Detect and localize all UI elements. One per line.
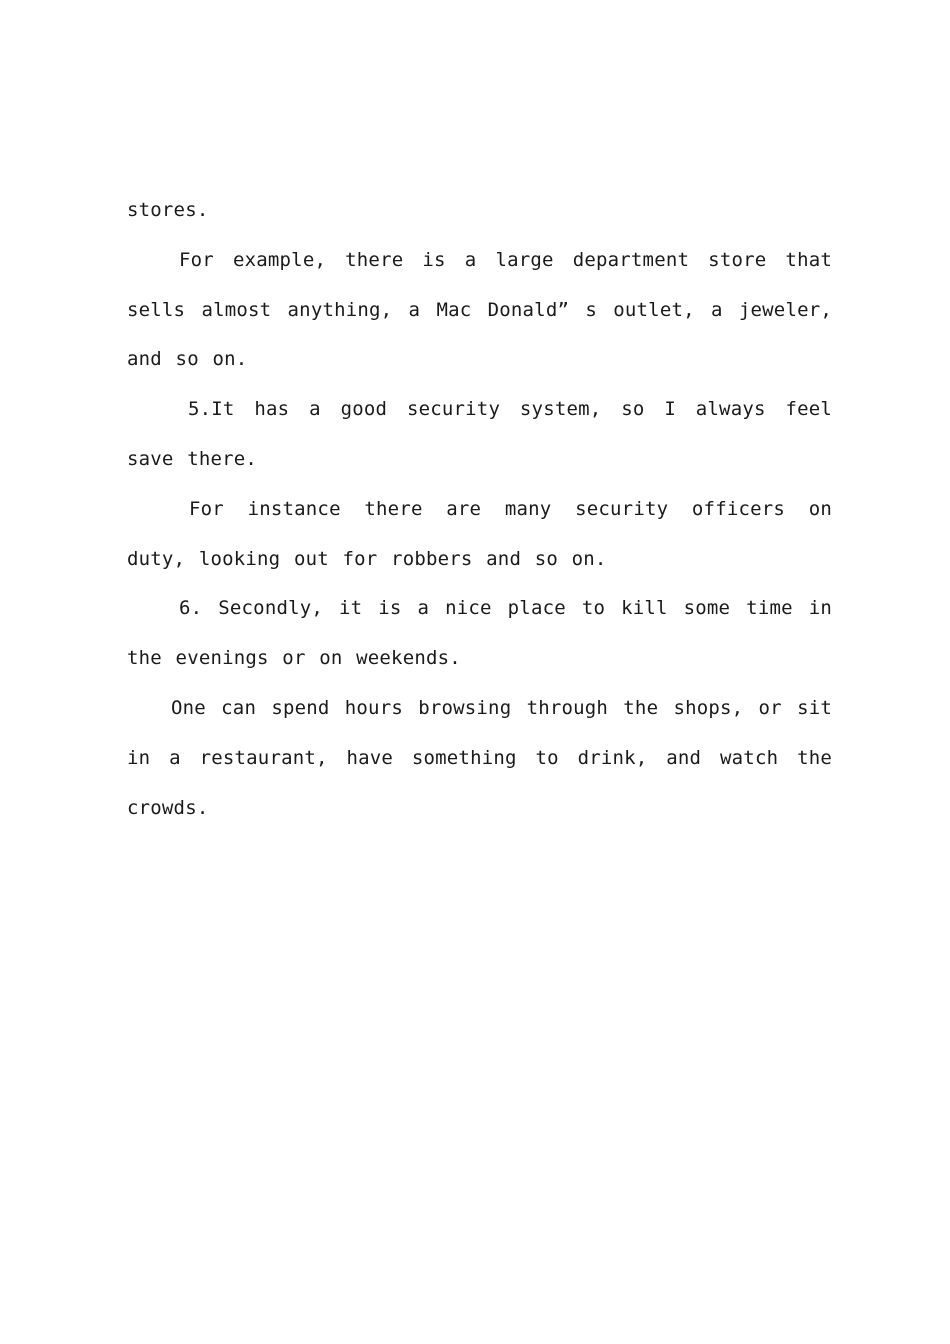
- paragraph-point-5: 5.It has a good security system, so I always feel save there.: [127, 398, 832, 470]
- paragraph-example: For example, there is a large department store that sells almost anything, a Mac Donald” s outlet, a jeweler, and so on.: [127, 248, 832, 371]
- paragraph-point-6: 6. Secondly, it is a nice place to kill some time in the evenings or on weekends.: [127, 597, 832, 670]
- paragraph-instance: For instance there are many security officers on duty, looking out for robbers and so on.: [127, 497, 832, 570]
- document-body: [127, 186, 832, 833]
- paragraph-closing: One can spend hours browsing through the shops, or sit in a restaurant, have something to drink, and watch the crowds.: [127, 696, 832, 819]
- paragraph-continuation: stores.: [127, 199, 209, 221]
